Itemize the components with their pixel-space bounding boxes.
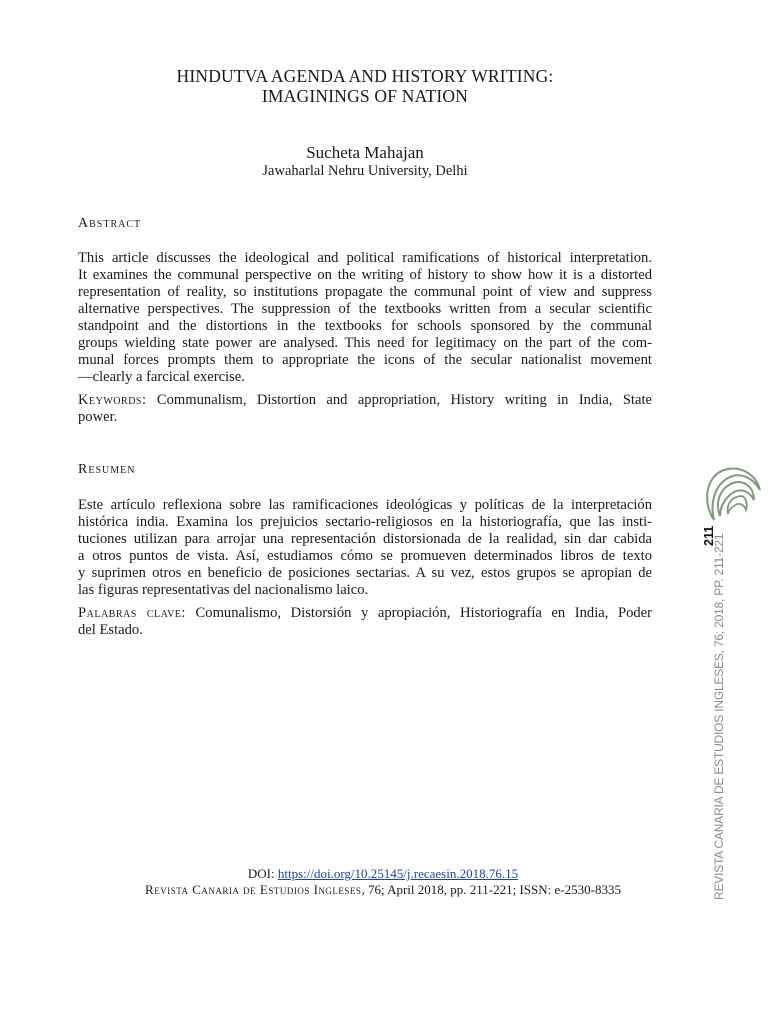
abstract-line: standpoint and the distortions in the textbooks for schools sponsored by the communal (78, 318, 652, 334)
palabras-clave-line-2: del Estado. (78, 622, 143, 638)
keywords-line-2: power. (78, 409, 118, 425)
palabras-clave-label: Palabras clave: (78, 605, 186, 621)
keywords-label: Keywords: (78, 392, 147, 408)
author-affiliation: Jawaharlal Nehru University, Delhi (262, 163, 468, 179)
palabras-clave-text: Comunalismo, Distorsión y apropiación, Historiografía en India, Poder (185, 605, 653, 621)
journal-name: Revista Canaria de Estudios Ingleses (145, 882, 362, 897)
resumen-line: Este artículo reflexiona sobre las ramificaciones ideológicas y políticas de la interpretación (78, 497, 652, 513)
palabras-clave-line (78, 605, 652, 622)
resumen-line: y suprimen otros en beneficio de posiciones sectarias. A su vez, estos grupos se apropian de (78, 565, 652, 581)
journal-details: , 76; April 2018, pp. 211-221; ISSN: e-2530-8335 (361, 882, 621, 897)
keywords-text: Communalism, Distortion and appropriation, History writing in India, State (146, 392, 652, 408)
abstract-line: groups wielding state power are analysed. This need for legitimacy on the part of the com- (78, 335, 652, 351)
abstract-line: alternative perspectives. The suppression of the textbooks written from a secular scientific (78, 301, 652, 317)
abstract-line: munal forces prompts them to appropriate the icons of the secular nationalist movement (78, 352, 652, 368)
article-title (78, 66, 652, 106)
journal-citation (78, 882, 688, 898)
resumen-heading: Resumen (78, 462, 136, 477)
leaf-logo-icon (700, 456, 762, 526)
abstract-line: —clearly a farcical exercise. (78, 369, 245, 385)
author-name: Sucheta Mahajan (306, 143, 424, 162)
abstract-line: It examines the communal perspective on the writing of history to show how it is a distorted (78, 267, 652, 283)
keywords-line (78, 392, 652, 409)
doi-label: DOI: (247, 866, 278, 881)
abstract-body (78, 250, 652, 386)
resumen-body (78, 497, 652, 599)
abstract-line: representation of reality, so institutions propagate the communal point of view and suppress (78, 284, 652, 300)
resumen-keywords (78, 605, 652, 639)
resumen-line: histórica india. Examina los prejuicios sectario-religiosos en la historiografía, que las insti- (78, 514, 652, 530)
abstract-line: This article discusses the ideological and political ramifications of historical interpretation. (78, 250, 652, 266)
resumen-line: tuciones utilizan para arrojar una representación distorsionada de la realidad, sin dar cabida (78, 531, 652, 547)
doi-line (78, 866, 688, 882)
resumen-line: las figuras representativas del nacionalismo laico. (78, 582, 369, 598)
abstract-keywords (78, 392, 652, 426)
resumen-line: a otros puntos de vista. Así, estudiamos cómo se promueven determinados libros de texto (78, 548, 652, 564)
running-head: REVISTA CANARIA DE ESTUDIOS INGLESES, 76; 2018, PP. 211-221 (712, 533, 726, 900)
page-number: 211 (702, 525, 716, 546)
abstract-heading: Abstract (78, 216, 142, 231)
title-line-1: HINDUTVA AGENDA AND HISTORY WRITING: (176, 66, 554, 86)
doi-link[interactable]: https://doi.org/10.25145/j.recaesin.2018.76.15 (277, 866, 519, 881)
title-line-2: IMAGININGS OF NATION (261, 86, 469, 106)
